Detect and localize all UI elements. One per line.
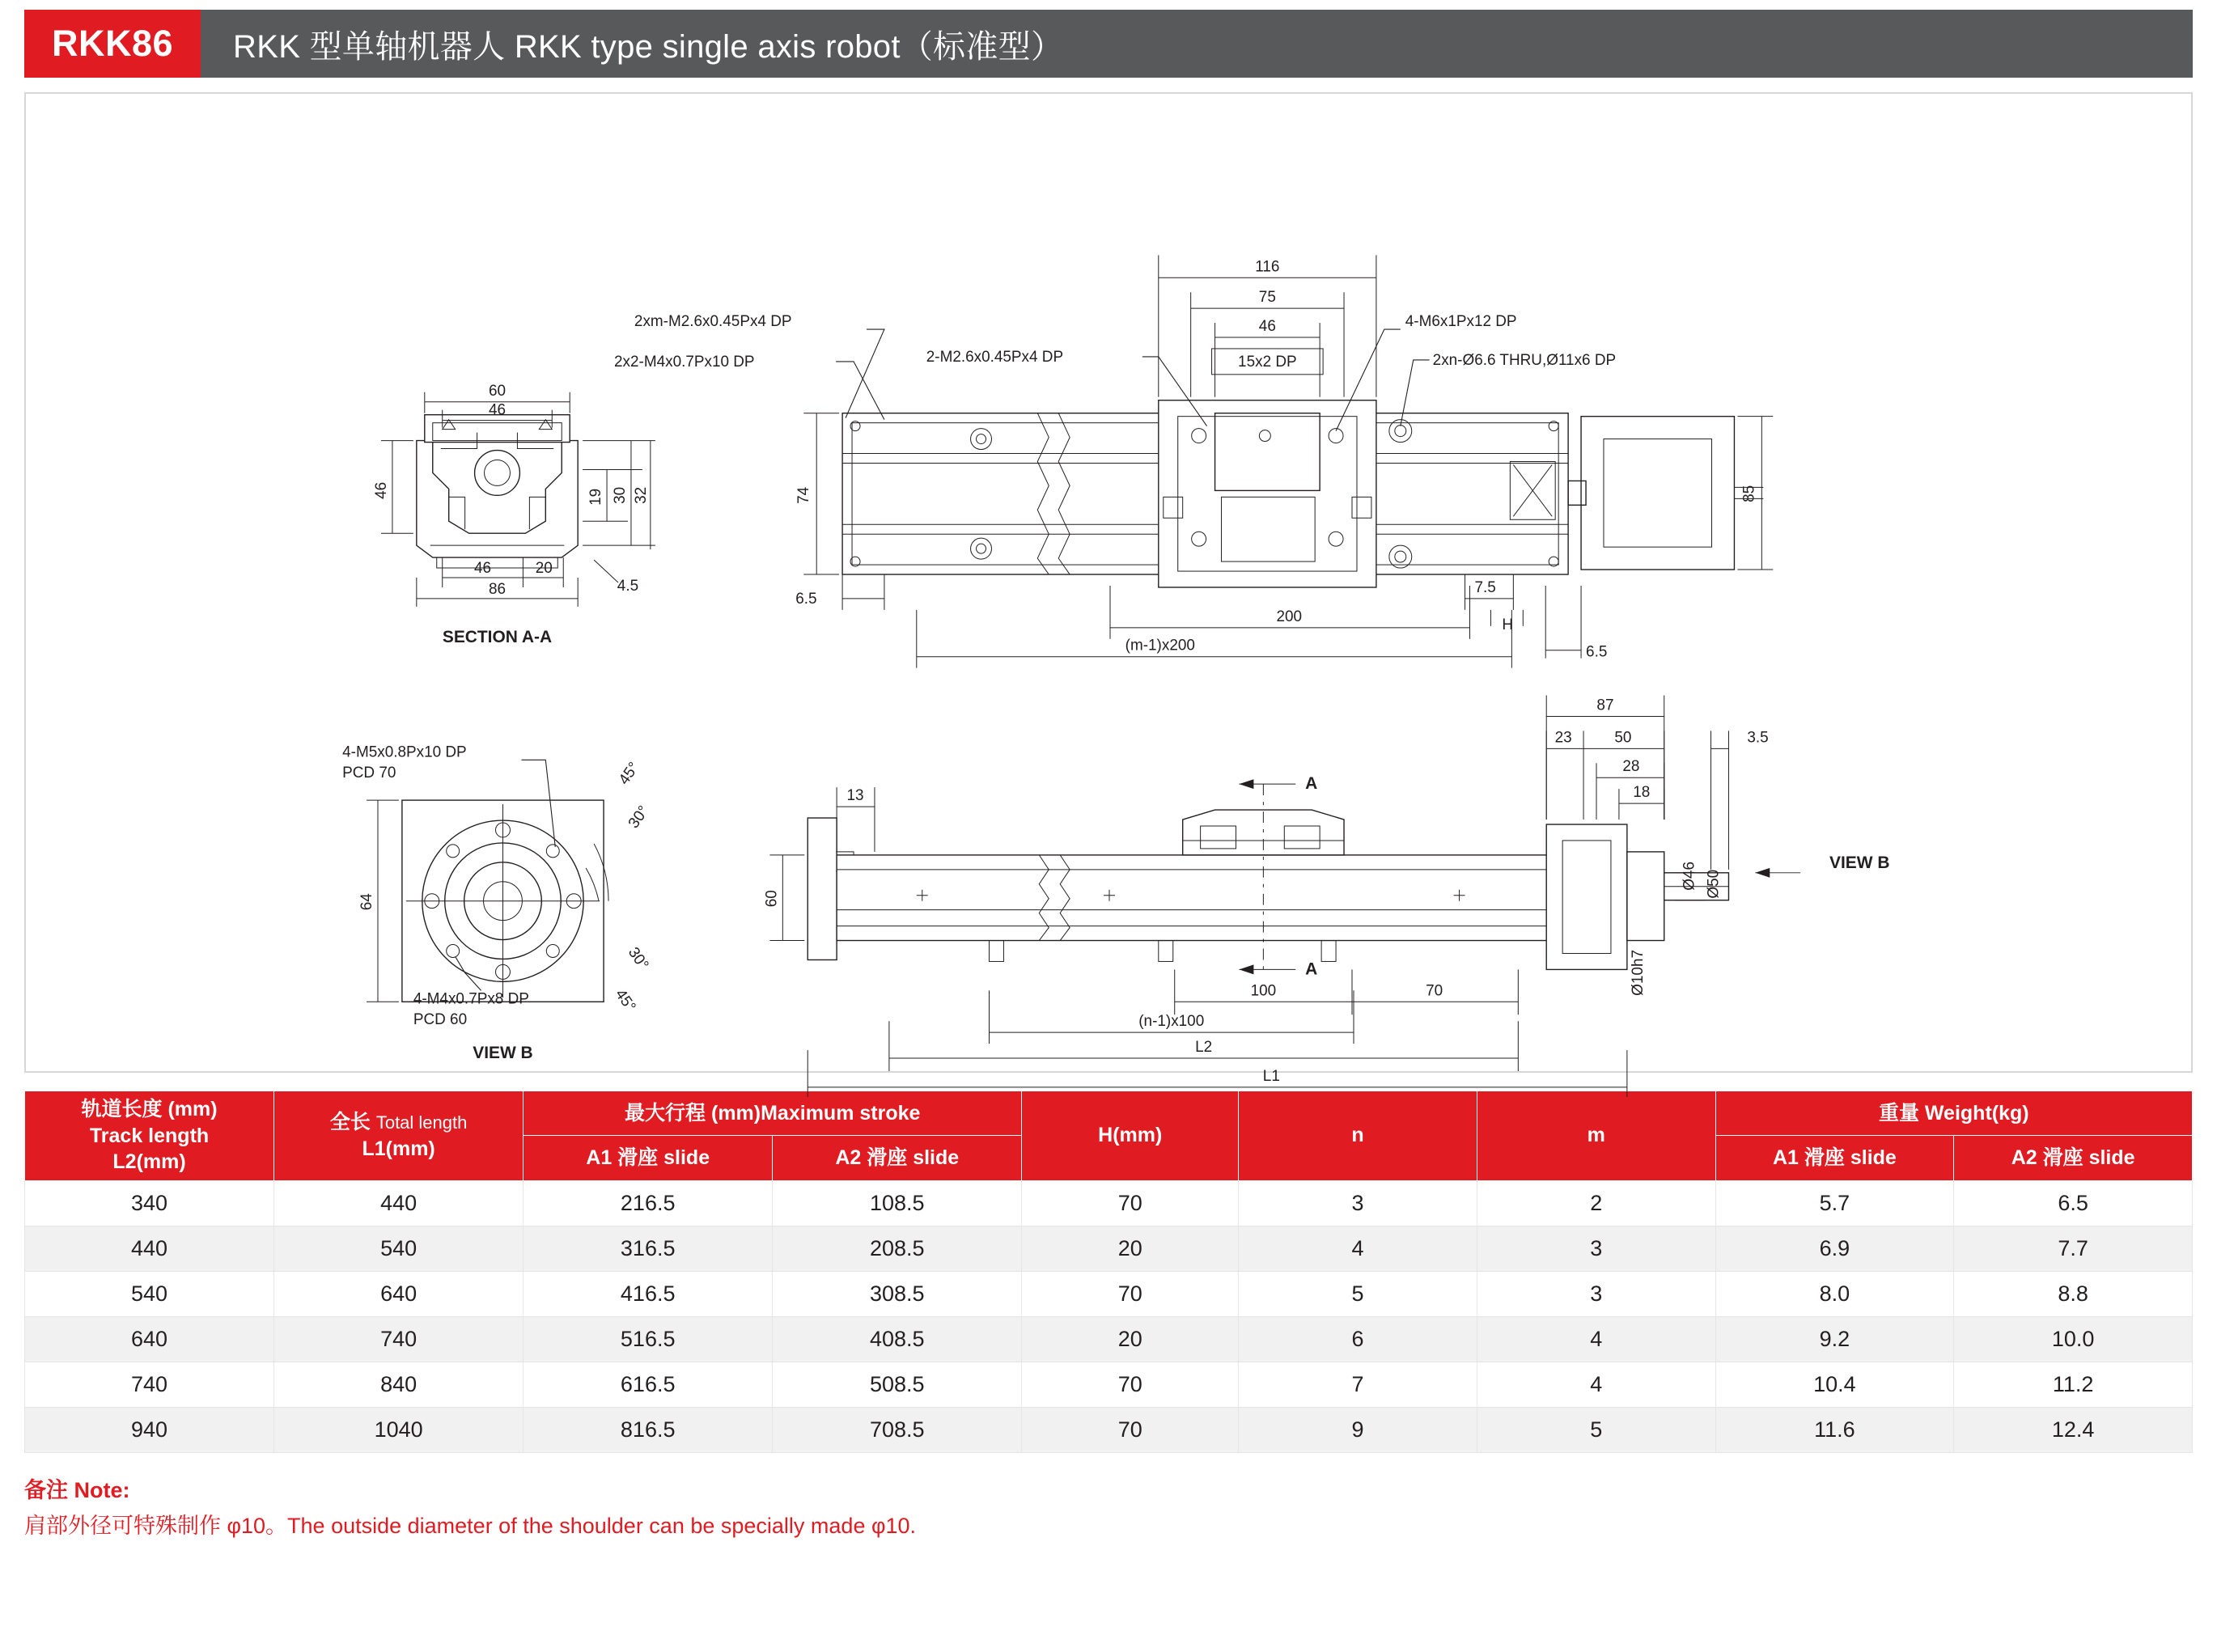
label-4-m4: 4-M4x0.7Px8 DP [413,990,529,1008]
cell-h: 70 [1022,1362,1239,1407]
th-weight-a1: A1 滑座 slide [1715,1136,1954,1180]
cell-l1: 640 [274,1271,524,1316]
cell-l2: 540 [25,1271,274,1316]
cell-m: 3 [1477,1226,1715,1271]
th-m: m [1477,1091,1715,1181]
cell-a1: 616.5 [524,1362,773,1407]
cell-h: 70 [1022,1180,1239,1226]
cell-wa1: 5.7 [1715,1180,1954,1226]
dim-dia46: Ø46 [1681,861,1698,891]
cell-wa1: 10.4 [1715,1362,1954,1407]
dim-74: 74 [795,486,813,504]
cell-l1: 840 [274,1362,524,1407]
cell-l1: 740 [274,1316,524,1362]
label-2x2-m4: 2x2-M4x0.7Px10 DP [614,353,755,371]
dim-19: 19 [587,488,605,506]
dim-32: 32 [632,486,650,504]
th-stroke-a2: A2 滑座 slide [773,1136,1022,1180]
cell-a2: 108.5 [773,1180,1022,1226]
dim-46-plan: 46 [1258,318,1276,336]
cell-h: 20 [1022,1226,1239,1271]
cell-m: 4 [1477,1316,1715,1362]
label-4-m6: 4-M6x1Px12 DP [1405,313,1517,331]
cell-n: 9 [1239,1407,1477,1452]
cell-m: 2 [1477,1180,1715,1226]
dim-50: 50 [1614,729,1632,747]
table-row [25,1362,2193,1407]
th-max-stroke-en: Maximum stroke [761,1101,921,1125]
label-2xm-m26: 2xm-M2.6x0.45Px4 DP [634,313,792,331]
technical-drawing-panel [24,92,2193,1085]
cell-wa1: 8.0 [1715,1271,1954,1316]
dim-13: 13 [846,787,864,805]
model-code-badge: RKK86 [24,10,201,78]
page-title: RKK 型单轴机器人 RKK type single axis robot（标准型） [233,28,1064,65]
label-2xn-thru: 2xn-Ø6.6 THRU,Ø11x6 DP [1432,351,1617,369]
specification-table [24,1091,2193,1453]
cell-m: 4 [1477,1362,1715,1407]
th-total-length-cn: 全长 [329,1111,371,1134]
cell-l2: 340 [25,1180,274,1226]
datasheet-page [0,10,2217,1652]
dim-23: 23 [1554,729,1572,747]
cell-m: 3 [1477,1271,1715,1316]
cell-a1: 416.5 [524,1271,773,1316]
section-arrow-a-bottom: A [1305,959,1318,979]
dim-dia10h7: Ø10h7 [1629,949,1647,996]
cell-l2: 940 [25,1407,274,1452]
angle-30-a: 30° [625,803,653,832]
dim-20: 20 [535,560,553,578]
dim-L1: L1 [1262,1067,1280,1085]
dim-75: 75 [1258,289,1276,307]
cell-l1: 440 [274,1180,524,1226]
dim-3-5: 3.5 [1747,729,1769,747]
th-stroke-a1: A1 滑座 slide [524,1136,773,1180]
th-track-length-en: Track length [89,1124,210,1147]
dim-116: 116 [1255,258,1280,276]
th-weight-a2: A2 滑座 slide [1954,1136,2193,1180]
section-aa-view [373,383,655,646]
page-header [24,10,2193,78]
dim-100: 100 [1250,982,1277,1000]
cell-n: 7 [1239,1362,1477,1407]
label-pcd60: PCD 60 [413,1011,468,1029]
table-row [25,1226,2193,1271]
cell-n: 4 [1239,1226,1477,1271]
dim-H: H [1502,616,1514,633]
angle-45-b: 45° [611,986,639,1015]
plan-view [611,255,1773,667]
cell-n: 5 [1239,1271,1477,1316]
table-body [25,1180,2193,1452]
cell-a1: 516.5 [524,1316,773,1362]
th-track-length-code: L2(mm) [112,1150,186,1173]
dim-46-top: 46 [488,401,507,419]
cell-l1: 540 [274,1226,524,1271]
th-h: H(mm) [1022,1091,1239,1181]
dim-86: 86 [488,580,507,598]
cell-a2: 208.5 [773,1226,1022,1271]
cell-a2: 408.5 [773,1316,1022,1362]
cell-a2: 708.5 [773,1407,1022,1452]
dim-4-5: 4.5 [617,577,639,595]
cell-l2: 640 [25,1316,274,1362]
dim-n1x100: (n-1)x100 [1138,1013,1205,1031]
dim-6-5-right: 6.5 [1586,643,1608,661]
cell-wa2: 11.2 [1954,1362,2193,1407]
dim-L2: L2 [1195,1039,1213,1057]
th-total-length-en: Total length [375,1112,468,1133]
cell-wa2: 10.0 [1954,1316,2193,1362]
cell-wa2: 12.4 [1954,1407,2193,1452]
dim-dia50: Ø50 [1705,869,1723,899]
label-pcd70: PCD 70 [342,765,396,782]
dim-18: 18 [1633,784,1651,802]
view-b-flange [342,743,652,1062]
table-row [25,1180,2193,1226]
note-block [24,1474,2193,1543]
th-max-stroke [524,1091,1022,1136]
angle-45-a: 45° [615,759,643,789]
cell-wa2: 8.8 [1954,1271,2193,1316]
side-elevation-view [763,696,1889,1097]
cell-a2: 308.5 [773,1271,1022,1316]
cell-a1: 816.5 [524,1407,773,1452]
note-text: 肩部外径可特殊制作 φ10。The outside diameter of the shoulder can be specially made φ10. [24,1514,917,1538]
cell-wa1: 9.2 [1715,1316,1954,1362]
th-track-length [25,1091,274,1181]
cell-wa1: 6.9 [1715,1226,1954,1271]
cell-a2: 508.5 [773,1362,1022,1407]
technical-drawing-svg [26,94,2191,1085]
note-title: 备注 Note: [24,1477,130,1502]
label-4-m5: 4-M5x0.8Px10 DP [342,743,467,761]
cell-h: 70 [1022,1271,1239,1316]
cell-h: 70 [1022,1407,1239,1452]
cell-m: 5 [1477,1407,1715,1452]
cell-a1: 216.5 [524,1180,773,1226]
dim-60-side: 60 [763,890,781,908]
dim-28: 28 [1622,758,1640,776]
cell-h: 20 [1022,1316,1239,1362]
th-track-length-cn: 轨道长度 (mm) [81,1098,218,1120]
dim-87: 87 [1596,697,1614,714]
section-arrow-a-top: A [1305,774,1318,794]
label-15x2dp: 15x2 DP [1238,353,1297,371]
dim-85: 85 [1740,485,1758,502]
cell-n: 6 [1239,1316,1477,1362]
th-weight: 重量 Weight(kg) [1715,1091,2192,1136]
dim-46-bottom: 46 [474,560,492,578]
th-total-length-line1 [278,1109,519,1136]
cell-l2: 440 [25,1226,274,1271]
dim-200: 200 [1276,608,1303,625]
side-view-b-label: VIEW B [1829,853,1890,872]
angle-30-b: 30° [624,944,652,973]
dim-60: 60 [488,382,507,400]
cell-l1: 1040 [274,1407,524,1452]
label-2-m26: 2-M2.6x0.45Px4 DP [926,348,1064,366]
th-total-length [274,1091,524,1181]
view-b-label: VIEW B [473,1044,533,1063]
table-row [25,1407,2193,1452]
dim-6-5-left: 6.5 [795,590,817,608]
dim-30: 30 [611,486,629,504]
cell-wa1: 11.6 [1715,1407,1954,1452]
dim-7-5: 7.5 [1474,578,1496,596]
dim-70: 70 [1426,982,1443,1000]
cell-wa2: 6.5 [1954,1180,2193,1226]
dim-64: 64 [358,893,376,911]
cell-wa2: 7.7 [1954,1226,2193,1271]
th-total-length-code: L1(mm) [362,1137,435,1160]
table-row [25,1316,2193,1362]
th-n: n [1239,1091,1477,1181]
section-aa-label: SECTION A-A [442,627,553,646]
table-header-row-1 [25,1091,2193,1136]
cell-n: 3 [1239,1180,1477,1226]
cell-l2: 740 [25,1362,274,1407]
cell-a1: 316.5 [524,1226,773,1271]
table-row [25,1271,2193,1316]
dim-m1x200: (m-1)x200 [1125,637,1195,654]
th-max-stroke-cn: 最大行程 (mm) [625,1101,761,1125]
dim-46-left: 46 [372,481,390,499]
